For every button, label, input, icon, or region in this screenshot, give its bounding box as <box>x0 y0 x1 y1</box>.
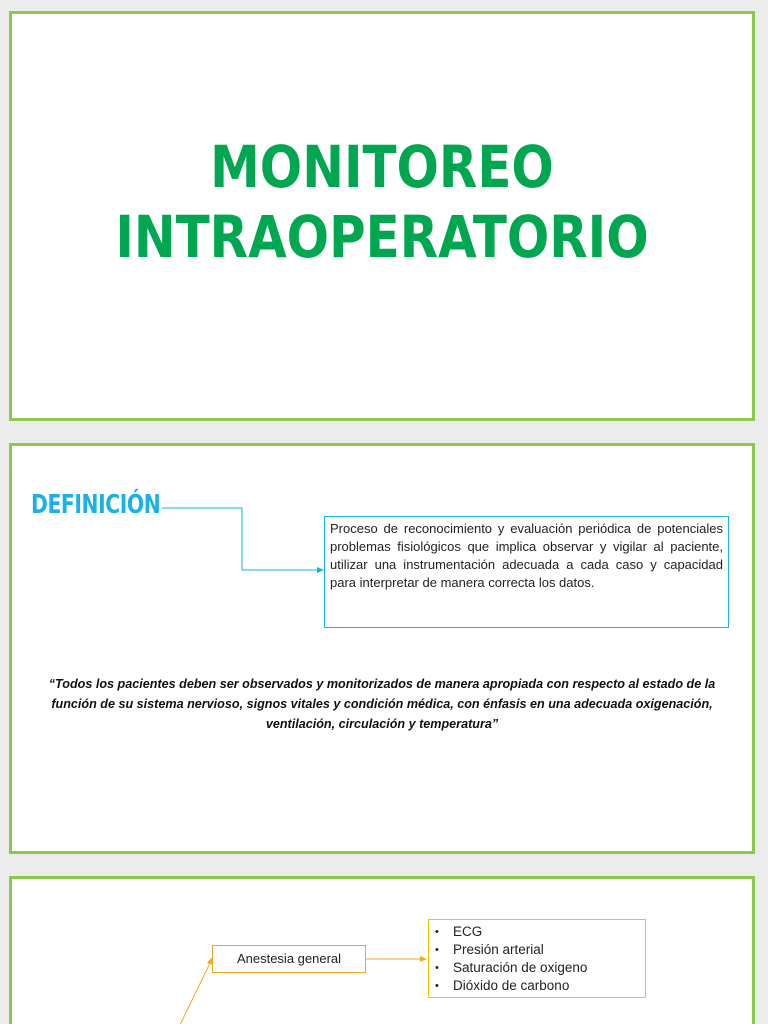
anesthesia-general-box: Anestesia general <box>212 945 366 973</box>
definition-quote: “Todos los pacientes deben ser observados y monitorizados de manera apropiada con respecto al estado de la función de su sistema nervioso, signos vitales y condición médica, con énfasis en una adecuada oxigenación, ventilación, circulación y temperatura” <box>48 677 716 731</box>
definition-text-box: Proceso de reconocimiento y evaluación periódica de potenciales problemas fisiológicos que implica observar y vigilar al paciente, utilizar una instrumentación adecuada a cada caso y capacidad para interpretar de manera correcta los datos. <box>324 516 729 628</box>
slide-title-line-1: MONITOREO <box>210 133 554 201</box>
slide-title <box>64 132 700 272</box>
monitoring-item: • Saturación de oxigeno <box>435 959 639 977</box>
monitoring-list <box>435 923 639 995</box>
slide-title-line-2: INTRAOPERATORIO <box>115 203 649 271</box>
monitoring-item: • ECG <box>435 923 639 941</box>
monitoring-list-box <box>428 919 646 998</box>
monitoring-item: • Dióxido de carbono <box>435 977 639 995</box>
monitoring-item: • Presión arterial <box>435 941 639 959</box>
definition-slide <box>9 443 755 854</box>
definition-connector <box>12 446 752 851</box>
title-slide <box>9 11 755 421</box>
definition-heading: DEFINICIÓN <box>31 490 161 520</box>
monitoring-slide <box>9 876 755 1024</box>
